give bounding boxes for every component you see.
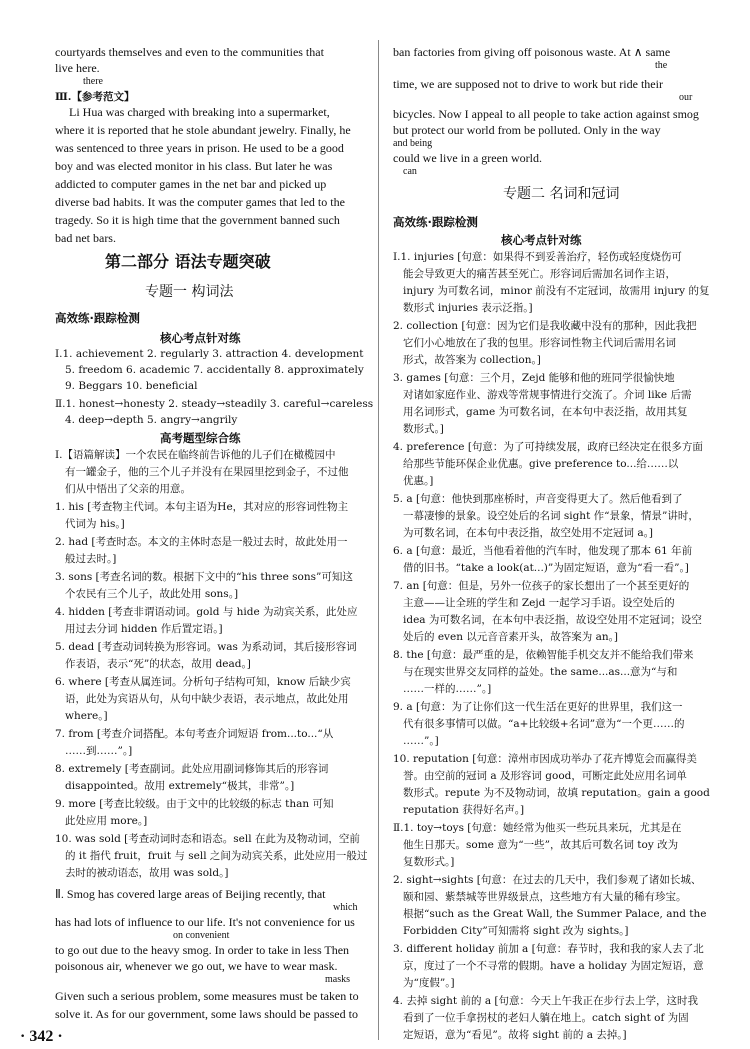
text-line: 用名词形式，game 为可数名词，在本句中表泛指，故用其复 <box>403 406 688 418</box>
text-line: 数形式。repute 为不及物动词，故填 reputation。gain a good <box>403 787 710 799</box>
text-line: was sentenced to three years in prison. He used to be a good <box>55 141 344 155</box>
text-line: 10. reputation [句意：漳州市因成功举办了花卉博览会而赢得美 <box>393 753 697 765</box>
text-line: 5. dead [考查动词转换为形容词。was 为系动词，其后接形容词 <box>55 641 357 653</box>
text-line: 用过去分词 hidden 作后置定语。] <box>65 623 223 635</box>
text-line: Ⅰ.1. achievement 2. regularly 3. attraction 4. development <box>55 348 364 360</box>
text-line: Ⅲ.【参考范文】 <box>55 91 135 103</box>
text-line: 的 it 指代 fruit，fruit 与 sell 之间为动宾关系，此处应用一般过 <box>65 850 368 862</box>
text-line: 此处应用 more。] <box>65 815 148 827</box>
text-line: 5. freedom 6. academic 7. accidentally 8. approximately <box>65 364 364 376</box>
text-line: 处后的 even 以元音音素开头，故答案为 an。] <box>403 631 619 643</box>
text-line: 9. a [句意：为了让你们这一代生活在更好的世界里，我们这一 <box>393 701 683 713</box>
text-line: 2. collection [句意：因为它们是我收藏中没有的那种，因此我把 <box>393 320 697 332</box>
text-line: 9. more [考查比较级。由于文中的比较级的标志 than 可知 <box>55 798 334 810</box>
text-line: 第二部分 语法专题突破 <box>105 252 271 271</box>
text-line: 7. from [考查介词搭配。本句考查介词短语 from...to...“从 <box>55 728 334 740</box>
text-line: addicted to computer games in the net bar and picked up <box>55 177 327 191</box>
text-line: reputation 获得好名声。] <box>403 804 525 816</box>
text-line: 8. extremely [考查副词。此处应用副词修饰其后的形容词 <box>55 763 329 775</box>
text-line: 4. 去掉 sight 前的 a [句意：今天上午我正在步行去上学，这时我 <box>393 995 699 1007</box>
text-line: injury 为可数名词，minor 前没有不定冠词，故需用 injury 的复 <box>403 285 710 297</box>
text-line: 高效练·跟踪检测 <box>55 311 140 325</box>
text-line: 专题二 名词和冠词 <box>503 186 620 202</box>
text-line: 优惠。] <box>403 475 434 487</box>
text-line: poisonous air, whenever we go out, we have to wear mask. <box>55 959 338 973</box>
text-line: 给那些节能环保企业优惠。give preference to...给……以 <box>403 458 679 470</box>
text-line: and being <box>393 138 433 149</box>
text-line: 10. was sold [考查动词时态和语态。sell 在此为及物动词，空前 <box>55 833 360 845</box>
text-line: 6. a [句意：最近，当他看着他的汽车时，他发现了那本 61 年前 <box>393 545 693 557</box>
text-line: 根据“such as the Great Wall, the Summer Palace, and the <box>403 908 707 920</box>
text-line: 3. sons [考查名词的数。根据下文中的“his three sons”可知这 <box>55 571 353 583</box>
text-line: which <box>333 902 358 913</box>
text-line: 个农民有三个儿子，故此处用 sons。] <box>65 588 239 600</box>
text-line: 为“度假”。] <box>403 977 455 989</box>
text-line: 一幕凄惨的景象。设空处后的名词 sight 作“景象，情景”讲时， <box>403 510 699 522</box>
text-line: 定短语，意为“看见”。故将 sight 前的 a 去掉。] <box>403 1029 627 1041</box>
text-line: where。] <box>65 710 108 722</box>
text-line: 有一罐金子，他的三个儿子并没有在果园里挖到金子，不过他 <box>65 466 349 478</box>
page-number: · 342 · <box>20 1028 63 1045</box>
column-divider <box>378 40 379 1040</box>
text-line: ……一样的……”。] <box>403 683 492 695</box>
text-line: Ⅱ.1. toy→toys [句意：她经常为他买一些玩具来玩，尤其是在 <box>393 822 682 834</box>
text-line: disappointed。故用 extremely“极其，非常”。] <box>65 780 295 792</box>
text-line: 主意——让全班的学生和 Zejd 一起学习手语。设空处后的 <box>403 597 675 609</box>
text-line: 核心考点针对练 <box>501 233 582 247</box>
text-line: 3. games [句意：三个月，Zejd 能够和他的班同学很愉快地 <box>393 372 675 384</box>
text-line: has had lots of influence to our life. It's not convenience for us <box>55 915 355 929</box>
text-line: live here. <box>55 61 100 75</box>
text-line: bicycles. Now I appeal to all people to take action against smog <box>393 107 699 121</box>
text-line: 颐和园、紫禁城等世界级景点，这些地方有大量的稀有珍宝。 <box>403 891 687 903</box>
text-line: 高效练·跟踪检测 <box>393 215 478 229</box>
text-line: Ⅱ.1. honest→honesty 2. steady→steadily 3. careful→careless <box>55 398 374 410</box>
text-line: 核心考点针对练 <box>160 331 241 345</box>
text-line: 数形式。] <box>403 423 444 435</box>
text-line: 他生日那天。some 意为“一些”，故其后可数名词 toy 改为 <box>403 839 679 851</box>
text-line: 4. hidden [考查非谓语动词。gold 与 hide 为动宾关系，此处应 <box>55 606 358 618</box>
text-line: could we live in a green world. <box>393 151 542 165</box>
text-line: boy and was elected monitor in his class. But later he was <box>55 159 333 173</box>
text-line: 去时的被动语态，故用 was sold。] <box>65 867 229 879</box>
text-line: to go out due to the heavy smog. In order to take in less Then <box>55 943 350 957</box>
text-line: tragedy. So it is high time that the government banned such <box>55 213 340 227</box>
text-line: ……”。] <box>403 735 439 747</box>
text-line: 借的旧书。“take a look(at...)”为固定短语，意为“看一看”。] <box>403 562 689 574</box>
text-line: on convenient <box>173 930 230 941</box>
text-line: Li Hua was charged with breaking into a supermarket, <box>69 105 330 119</box>
text-line: 3. different holiday 前加 a [句意：春节时，我和我的家人去了北 <box>393 943 704 955</box>
text-line: Given such a serious problem, some measures must be taken to <box>55 989 359 1003</box>
text-line: 与在现实世界交友同样的益处。the same...as...意为“与和 <box>403 666 678 678</box>
text-line: 代词为 his。] <box>65 518 125 530</box>
text-line: the <box>655 60 668 71</box>
text-line: 京，度过了一个不寻常的假期。have a holiday 为固定短语，意 <box>403 960 704 972</box>
text-line: 8. the [句意：最严重的是，依赖智能手机交友并不能给我们带来 <box>393 649 694 661</box>
text-line: masks <box>325 974 350 985</box>
text-line: 为可数名词，在本句中表泛指，故空处用不定冠词 a。] <box>403 527 653 539</box>
text-line: solve it. As for our government, some laws should be passed to <box>55 1007 358 1021</box>
text-line: can <box>403 166 417 177</box>
text-line: 2. had [考查时态。本文的主体时态是一般过去时，故此处用一 <box>55 536 348 548</box>
text-line: 作表语，表示“死”的状态，故用 dead。] <box>65 658 251 670</box>
text-line: 5. a [句意：他快到那座桥时，声音变得更大了。然后他看到了 <box>393 493 683 505</box>
text-line: bad net bars. <box>55 231 116 245</box>
text-line: diverse bad habits. It was the computer games that led to the <box>55 195 345 209</box>
text-line: Ⅰ.1. injuries [句意：如果得不到妥善治疗，轻伤或轻度烧伤可 <box>393 251 682 263</box>
text-line: 7. an [句意：但是，另外一位孩子的家长想出了一个甚至更好的 <box>393 580 690 592</box>
text-line: there <box>83 76 103 87</box>
text-line: Forbidden City”可知需将 sight 改为 sights。] <box>403 925 629 937</box>
text-line: 代有很多事情可以做。“a+比较级+名词”意为“一个更……的 <box>403 718 685 730</box>
text-line: courtyards themselves and even to the communities that <box>55 45 324 59</box>
text-line: 它们小心地放在了我的包里。形容词性物主代词后需用名词 <box>403 337 676 349</box>
text-line: Ⅰ.【语篇解读】一个农民在临终前告诉他的儿子们在橄榄园中 <box>55 449 336 461</box>
text-line: ban factories from giving off poisonous waste. At ∧ same <box>393 45 671 59</box>
text-line: idea 为可数名词，在本句中表泛指，故设空处用不定冠词；设空 <box>403 614 702 626</box>
text-line: where it is reported that he stole abundant jewelry. Finally, he <box>55 123 351 137</box>
text-line: 2. sight→sights [句意：在过去的几天中，我们参观了诸如长城、 <box>393 874 702 886</box>
text-line: 高考题型综合练 <box>160 431 241 445</box>
text-line: our <box>679 92 693 103</box>
text-line: 4. preference [句意：为了可持续发展，政府已经决定在很多方面 <box>393 441 703 453</box>
text-line: 数形式 injuries 表示泛指。] <box>403 302 533 314</box>
text-line: 般过去时。] <box>65 553 117 565</box>
text-line: but protect our world from be polluted. Only in the way <box>393 123 661 137</box>
text-line: 能会导致更大的痛苦甚至死亡。形容词后需加名词作主语， <box>403 268 676 280</box>
text-line: 4. deep→depth 5. angry→angrily <box>65 414 238 426</box>
text-line: 形式，故答案为 collection。] <box>403 354 541 366</box>
text-line: 复数形式。] <box>403 856 455 868</box>
text-line: 9. Beggars 10. beneficial <box>65 380 198 392</box>
text-line: 誉。由空前的冠词 a 及形容词 good，可断定此处应用名词单 <box>403 770 687 782</box>
text-line: 1. his [考查物主代词。本句主语为He，其对应的形容词性物主 <box>55 501 349 513</box>
text-line: time, we are supposed not to drive to work but ride their <box>393 77 663 91</box>
text-line: 6. where [考查从属连词。分析句子结构可知，know 后缺少宾 <box>55 676 351 688</box>
text-line: 看到了一位手拿拐杖的老妇人躺在地上。catch sight of 为固 <box>403 1012 689 1024</box>
text-line: Ⅱ. Smog has covered large areas of Beijing recently, that <box>55 887 326 901</box>
text-line: 们从中悟出了父亲的用意。 <box>65 483 191 495</box>
text-line: ……到……”。] <box>65 745 133 757</box>
text-line: 对诸如家庭作业、游戏等常规事情进行交流了。介词 like 后需 <box>403 389 692 401</box>
text-line: 语，此处为宾语从句，从句中缺少表语，表示地点，故此处用 <box>65 693 349 705</box>
text-line: 专题一 构词法 <box>145 284 234 300</box>
